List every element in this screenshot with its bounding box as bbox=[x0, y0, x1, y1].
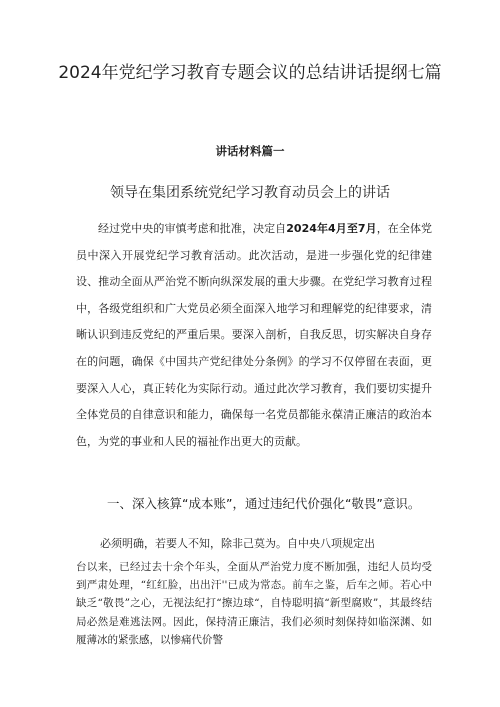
paragraph-intro-start: 经过党中央的审慎考虑和批准，决定自 bbox=[98, 222, 287, 235]
date-range: 2024年4月至7月 bbox=[286, 222, 377, 235]
heading-section-one: 一、深入核算“成本账”，通过违纪代价强化“敬畏”意识。 bbox=[107, 496, 421, 511]
paragraph-two-first-line: 必须明确，若要人不知，除非己莫为。自中央八项规定出 bbox=[100, 537, 375, 550]
paragraph-two-body: 台以来，已经过去十余个年头，全面从严治党力度不断加强，违纪人员均受到严肃处理，“红红脸，出出汗''已成为常态。前车之鉴，后车之师。若心中缺乏“敬畏”之心，无视法纪打“擦边球“，自恃聪明搞“新型腐败”，其最终结局必然是难逃法网。因此，保持清正廉洁，我们必须时刻保持如临深渊、如履薄冰的紧张感，以惨痛代价警 bbox=[76, 561, 432, 646]
document-title: 2024年党纪学习教育专题会议的总结讲话提纲七篇 bbox=[58, 63, 442, 83]
paragraph-intro bbox=[76, 216, 432, 455]
section-label: 讲话材料篇一 bbox=[215, 144, 285, 158]
paragraph-intro-rest: ，在全体党员中深入开展党纪学习教育活动。此次活动，是进一步强化党的纪律建设、推动全面从严治党不断向纵深发展的重大步骤。在党纪学习教育过程中，各级党组织和广大党员必须全面深入地学习和理解党的纪律要求，清晰认识到违反党纪的严重后果。要深入剖析，自我反思，切实解决自身存在的问题，确保《中国共产党纪律处分条例》的学习不仅停留在表面，更要深入人心，真正转化为实际行动。通过此次学习教育，我们要切实提升全体党员的自律意识和能力，确保每一名党员都能永葆清正廉洁的政治本色，为党的事业和人民的福祉作出更大的贡献。 bbox=[76, 222, 433, 448]
speech-title: 领导在集团系统党纪学习教育动员会上的讲话 bbox=[110, 185, 390, 201]
